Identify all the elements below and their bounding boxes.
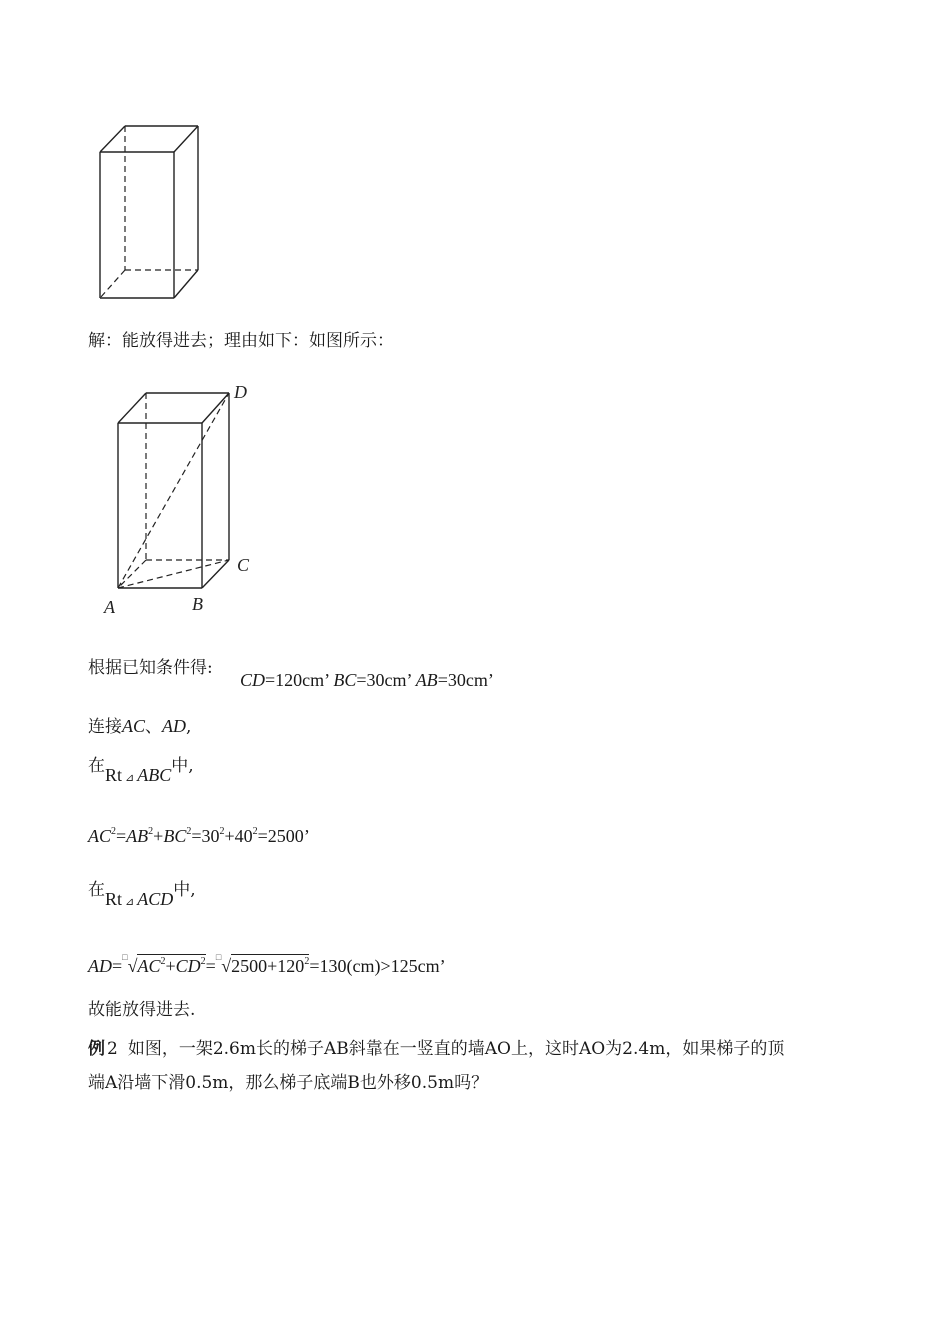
lhs: AD xyxy=(88,956,112,976)
exp: 2 xyxy=(160,956,166,967)
exp: 2 xyxy=(148,826,154,837)
edge xyxy=(202,560,229,588)
placeholder-box: □ xyxy=(122,952,128,962)
value: =30cm xyxy=(356,670,407,690)
cuboid-figure-2 xyxy=(98,378,268,623)
edge xyxy=(118,393,146,423)
radicand xyxy=(231,954,309,976)
exp: 2 xyxy=(252,826,258,837)
bc: BC xyxy=(163,826,187,846)
var-ad: AD xyxy=(162,716,187,736)
placeholder-box: □ xyxy=(215,952,222,962)
root-sign: √ xyxy=(127,956,138,976)
diagonal-ad xyxy=(118,393,229,588)
exp: 2 xyxy=(111,826,117,837)
equation-ac-squared xyxy=(88,826,310,847)
edge xyxy=(100,126,125,152)
cuboid-figure-1 xyxy=(90,118,210,308)
mark: 、 xyxy=(145,717,163,737)
sep: ’ xyxy=(487,670,494,690)
root-sign: √ xyxy=(221,956,232,976)
result: =2500 xyxy=(257,826,304,846)
hidden-edge xyxy=(118,560,146,588)
comma: , xyxy=(190,880,196,900)
ac: AC xyxy=(137,956,161,976)
rt: Rt xyxy=(105,765,123,785)
op: = xyxy=(205,956,216,976)
diagonal-ac xyxy=(118,560,229,588)
term: +40 xyxy=(224,826,253,846)
lhs: AC xyxy=(88,826,112,846)
sep: ’ xyxy=(406,670,412,690)
zhong: 中 xyxy=(171,756,189,776)
result: =130(cm)>125cm xyxy=(309,956,440,976)
value: =30cm xyxy=(437,670,488,690)
triangle-acd-line xyxy=(88,879,196,909)
given-equation xyxy=(240,670,494,691)
connect-text: 连接 xyxy=(88,717,122,737)
ab: AB xyxy=(126,826,149,846)
example-2-line-1 xyxy=(88,1039,784,1059)
label-c: C xyxy=(237,555,250,575)
triangle-abc-line xyxy=(88,755,194,785)
exp: 2 xyxy=(219,826,225,837)
hidden-edge xyxy=(100,270,125,298)
zai: 在 xyxy=(88,880,105,900)
var-cd: CD xyxy=(240,670,266,690)
var-ab: AB xyxy=(415,670,438,690)
triangle-name: ACD xyxy=(137,889,174,909)
label-b: B xyxy=(192,594,203,614)
given-prefix: 根据已知条件得: xyxy=(88,658,213,678)
sep: ’ xyxy=(324,670,329,690)
exp: 2 xyxy=(304,956,310,967)
example-text-1: 如图，一架2.6m长的梯子AB斜靠在一竖直的墙AO上，这时AO为2.4m，如果梯子的顶 xyxy=(127,1039,785,1059)
value: =120cm xyxy=(265,670,325,690)
cd: CD xyxy=(175,956,201,976)
rt: Rt xyxy=(105,889,123,909)
end: ’ xyxy=(303,826,310,846)
solution-intro: 解：能放得进去；理由如下：如图所示： xyxy=(88,331,394,351)
op: = xyxy=(116,826,127,846)
triangle-symbol: ⊿ xyxy=(125,772,135,784)
zai: 在 xyxy=(88,756,105,776)
triangle-name: ABC xyxy=(137,765,172,785)
edge xyxy=(174,270,198,298)
comma: , xyxy=(186,717,192,737)
example-number: 2 xyxy=(107,1039,118,1059)
term: =30 xyxy=(191,826,220,846)
edge xyxy=(174,126,198,152)
equation-ad xyxy=(88,952,446,977)
example-label: 例 xyxy=(88,1039,105,1059)
triangle-symbol: ⊿ xyxy=(125,896,135,908)
radicand xyxy=(137,954,205,976)
var-bc: BC xyxy=(333,670,357,690)
var-ac: AC xyxy=(122,716,146,736)
zhong: 中 xyxy=(173,880,191,900)
label-d: D xyxy=(234,382,247,402)
op: + xyxy=(165,956,176,976)
conclusion: 故能放得进去. xyxy=(88,1000,196,1020)
comma: , xyxy=(188,756,194,776)
connect-line xyxy=(88,716,191,738)
label-a: A xyxy=(104,597,115,617)
edge xyxy=(202,393,229,423)
exp: 2 xyxy=(186,826,192,837)
example-2-line-2: 端A沿墙下滑0.5m，那么梯子底端B也外移0.5m吗？ xyxy=(88,1073,489,1093)
end: ’ xyxy=(439,956,446,976)
exp: 2 xyxy=(200,956,206,967)
op: = xyxy=(112,956,123,976)
inner: 2500+120 xyxy=(231,956,305,976)
op: + xyxy=(153,826,164,846)
